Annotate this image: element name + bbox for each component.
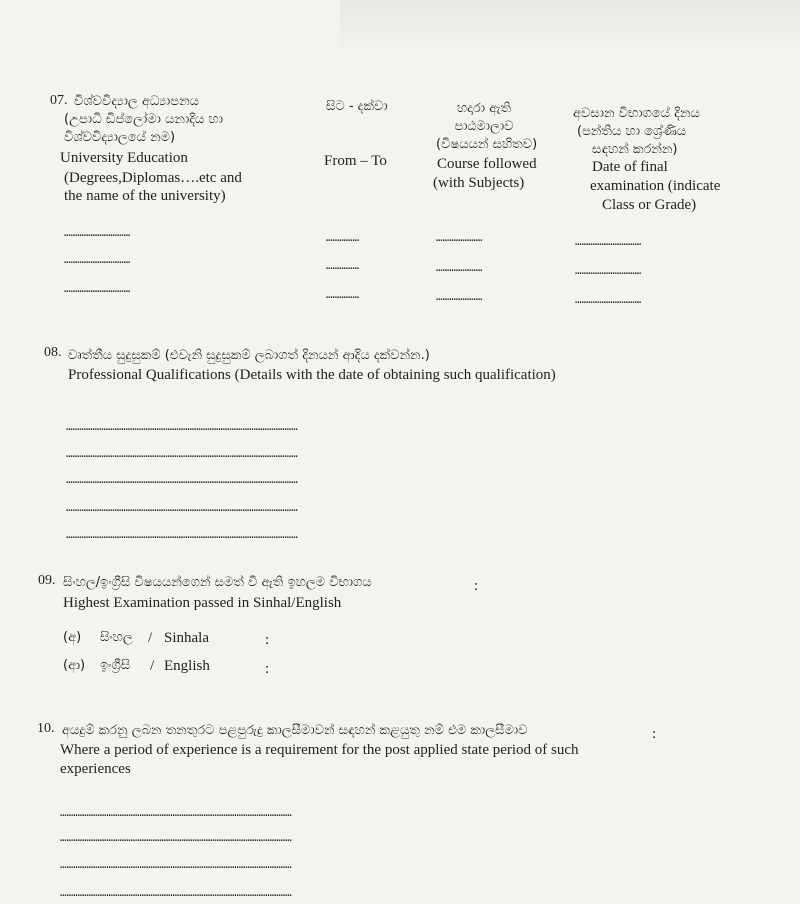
sec09-title-en: Highest Examination passed in Sinhal/English: [63, 595, 342, 611]
sec09-item-b-colon: :: [265, 661, 270, 677]
sec08-blank-line-5[interactable]: ……………………………………………………………………………………………: [66, 528, 298, 541]
sec09-number: 09.: [38, 573, 56, 588]
bleed-through-shadow: [340, 0, 800, 60]
sec07-blank-r3-c3[interactable]: …………………: [436, 290, 483, 303]
sec07-blank-r1-c2[interactable]: ……………: [326, 231, 360, 244]
sec10-blank-line-1[interactable]: ……………………………………………………………………………………………: [60, 806, 292, 819]
sec07-col4-si-2: (පන්තිය හා ශ්‍රේණිය: [577, 124, 687, 139]
sec07-blank-r3-c1[interactable]: …………………………: [64, 282, 131, 295]
sec09-title-si: සිංහල/ඉංග්‍රීසි විෂයයන්ගෙන් සමත් වී ඇති ඉහලම විභාගය: [63, 575, 372, 590]
sec07-col3-si-1: හදාරා ඇති: [456, 101, 512, 116]
sec09-item-a-mark: (අ): [63, 630, 82, 645]
sec07-col1-si-2: (උපාධි ඩිප්ලෝමා යනාදිය හා: [64, 112, 224, 127]
sec07-col1-en-1: University Education: [60, 150, 188, 166]
sec09-item-b-si: ඉංග්‍රීසි: [100, 658, 131, 673]
sec08-blank-line-1[interactable]: ……………………………………………………………………………………………: [66, 420, 298, 433]
sec09-item-b-sep: /: [150, 658, 155, 674]
sec07-col3-si-3: (විෂයයන් සහිතව): [436, 137, 538, 152]
sec08-title-si: වෘත්තීය සුදුසුකම් (එවැනි සුදුසුකම් ලබාගත් දිනයන් ආදිය දක්වන්න.): [68, 348, 430, 363]
sec07-col4-en-3: Class or Grade): [602, 197, 697, 213]
sec07-blank-r3-c2[interactable]: ……………: [326, 288, 360, 301]
sec07-col3-en-1: Course followed: [437, 156, 537, 172]
sec09-item-a-si: සිංහල: [100, 630, 133, 645]
sec08-title-en: Professional Qualifications (Details with the date of obtaining such qualification): [68, 367, 556, 383]
sec07-blank-r1-c1[interactable]: …………………………: [64, 226, 131, 239]
sec09-item-a-colon: :: [265, 632, 270, 648]
sec08-blank-line-2[interactable]: ……………………………………………………………………………………………: [66, 447, 298, 460]
sec08-blank-line-4[interactable]: ……………………………………………………………………………………………: [66, 501, 298, 514]
sec09-item-b-en: English: [164, 658, 210, 674]
sec08-number: 08.: [44, 345, 62, 360]
sec10-title-en-1: Where a period of experience is a requirement for the post applied state period of such: [60, 742, 579, 758]
sec07-col1-si-1: විශ්වවිද්‍යාල අධ්‍යාපනය: [74, 94, 199, 109]
sec07-col1-si-3: විශ්වවිද්‍යාලයේ නම): [64, 130, 176, 145]
sec07-col1-en-2: (Degrees,Diplomas….etc and: [64, 170, 242, 186]
sec09-item-b-mark: (ආ): [63, 658, 86, 673]
sec07-blank-r2-c2[interactable]: ……………: [326, 259, 360, 272]
sec07-col1-en-3: the name of the university): [64, 188, 226, 204]
sec07-blank-r3-c4[interactable]: …………………………: [575, 293, 642, 306]
sec10-blank-line-4[interactable]: ……………………………………………………………………………………………: [60, 886, 292, 899]
sec10-number: 10.: [37, 721, 55, 736]
sec07-blank-r2-c3[interactable]: …………………: [436, 261, 483, 274]
sec09-item-a-en: Sinhala: [164, 630, 209, 646]
sec07-blank-r1-c4[interactable]: …………………………: [575, 235, 642, 248]
sec10-colon: :: [652, 726, 657, 742]
sec07-col2-en: From – To: [324, 153, 387, 169]
sec10-blank-line-2[interactable]: ……………………………………………………………………………………………: [60, 831, 292, 844]
sec09-colon: :: [474, 578, 479, 594]
sec07-blank-r2-c1[interactable]: …………………………: [64, 253, 131, 266]
sec10-title-si: අයදුම් කරනු ලබන තනතුරට පළපුරුදු කාලසීමාවන් සඳහන් කළයුතු නම් එම කාලසීමාව: [62, 723, 528, 738]
sec07-col3-si-2: පාඨමාලාව: [454, 119, 514, 134]
sec08-blank-line-3[interactable]: ……………………………………………………………………………………………: [66, 473, 298, 486]
sec07-col4-en-1: Date of final: [592, 159, 668, 175]
sec10-title-en-2: experiences: [60, 761, 131, 777]
sec07-blank-r2-c4[interactable]: …………………………: [575, 264, 642, 277]
sec10-blank-line-3[interactable]: ……………………………………………………………………………………………: [60, 858, 292, 871]
sec07-col4-si-1: අවසාන විභාගයේ දිනය: [573, 106, 700, 121]
sec07-blank-r1-c3[interactable]: …………………: [436, 231, 483, 244]
sec07-col4-si-3: සඳහන් කරන්න): [592, 142, 678, 157]
sec07-col4-en-2: examination (indicate: [590, 178, 721, 194]
sec09-item-a-sep: /: [148, 630, 153, 646]
sec07-col2-si: සිට - දක්වා: [326, 99, 388, 114]
sec07-number: 07.: [50, 93, 68, 108]
sec07-col3-en-2: (with Subjects): [433, 175, 525, 191]
